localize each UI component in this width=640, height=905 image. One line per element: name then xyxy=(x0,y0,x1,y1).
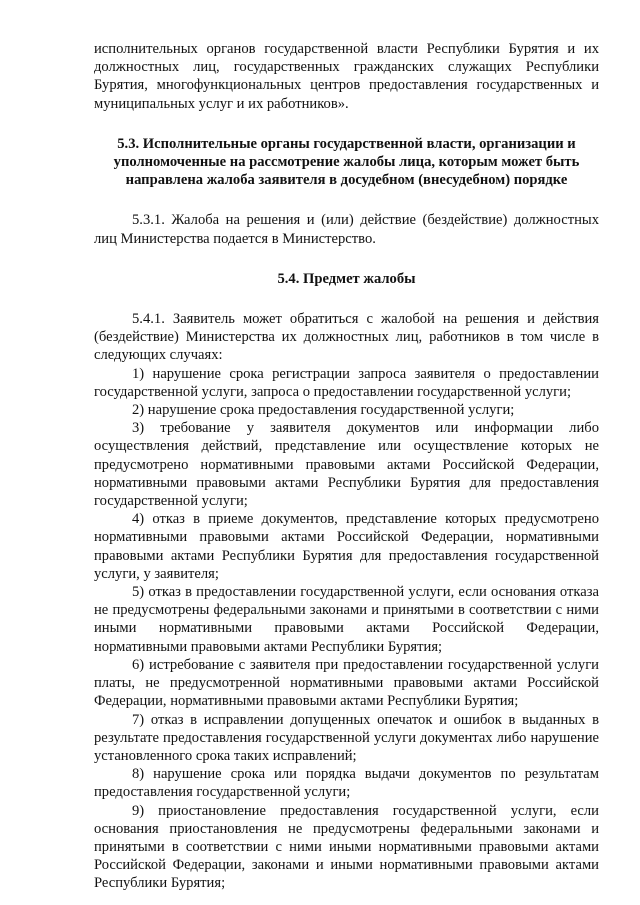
section-5-3-1-paragraph: 5.3.1. Жалоба на решения и (или) действие (бездействие) должностных лиц Министерства подается в Министерство. xyxy=(94,212,599,247)
spacer xyxy=(94,113,599,135)
list-item: 2) нарушение срока предоставления государственной услуги; xyxy=(132,402,515,419)
document-page xyxy=(94,40,599,893)
list-item: 7) отказ в исправлении допущенных опечаток и ошибок в выданных в результате предоставления государственной услуги документах либо нарушение установленного срока таких исправлений; xyxy=(94,711,599,764)
list-item: 4) отказ в приеме документов, представление которых предусмотрено нормативными правовыми актами Российской Федерации, нормативными правовыми актами Республики Бурятия для предоставления государственной услуги, у заявителя; xyxy=(94,511,599,582)
section-5-3-heading: 5.3. Исполнительные органы государственной власти, организации и уполномоченные на рассмотрение жалобы лица, которым может быть направлена жалоба заявителя в досудебном (внесудебном) порядке xyxy=(113,135,580,189)
list-item: 8) нарушение срока или порядка выдачи документов по результатам предоставления государственной услуги; xyxy=(94,766,599,801)
list-item: 3) требование у заявителя документов или информации либо осуществления действий, представление или осуществление которых не предусмотрено нормативными правовыми актами Российской Федерации, нормативными правовыми актами Республики Бурятия для предоставления государственной услуги; xyxy=(94,420,599,510)
list-item: 1) нарушение срока регистрации запроса заявителя о предоставлении государственной услуги, запроса о предоставлении государственной услуги; xyxy=(94,365,599,400)
section-5-4-1-intro: 5.4.1. Заявитель может обратиться с жалобой на решения и действия (бездействие) Министерства их должностных лиц, работников в том числе в следующих случаях: xyxy=(94,311,599,364)
list-item: 9) приостановление предоставления государственной услуги, если основания приостановления не предусмотрены федеральными законами и принятыми в соответствии с ними иными нормативными правовыми актами Российской Федерации, законами и иными нормативными правовыми актами Республики Бурятия; xyxy=(94,802,599,892)
list-item: 6) истребование с заявителя при предоставлении государственной услуги платы, не предусмотренной нормативными правовыми актами Российской Федерации, нормативными правовыми актами Республики Бурятия; xyxy=(94,656,599,710)
complaint-cases-list xyxy=(94,365,599,893)
spacer xyxy=(94,288,599,310)
section-5-4-heading: 5.4. Предмет жалобы xyxy=(277,270,416,287)
spacer xyxy=(94,248,599,270)
list-item: 5) отказ в предоставлении государственной услуги, если основания отказа не предусмотрены федеральными законами и принятыми в соответствии с ними иными нормативными правовыми актами Российской Федерации, нормативными правовыми актами Республики Бурятия; xyxy=(94,584,599,655)
intro-paragraph: исполнительных органов государственной власти Республики Бурятия и их должностных лиц, государственных гражданских служащих Республики Бурятия, многофункциональных центров предоставления государственных и муниципальных услуг и их работников». xyxy=(94,41,599,112)
spacer xyxy=(94,189,599,211)
